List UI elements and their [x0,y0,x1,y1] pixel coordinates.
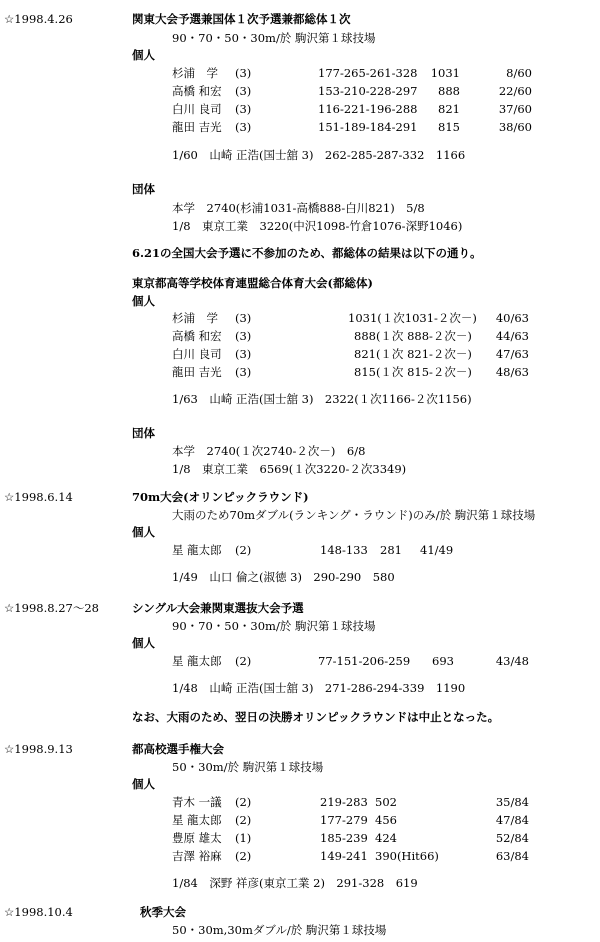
event-venue: 90・70・50・30m/於 駒沢第１球技場 [172,31,376,45]
athlete-grade: (3) [235,311,252,325]
athlete-grade: (3) [235,329,252,343]
athlete-grade: (1) [235,831,252,845]
event-date: ☆1998.9.13 [4,742,73,756]
individual-label: 個人 [132,294,155,308]
athlete-total: 281 [380,543,402,557]
athlete-scores: 219-283 [320,795,368,809]
athlete-name: 高橋 和宏 [172,329,222,343]
athlete-rank: 44/63 [495,329,529,343]
athlete-result: 1031(１次1031-２次－) [348,311,477,325]
athlete-rank: 8/60 [506,66,532,80]
individual-label: 個人 [132,636,155,650]
athlete-rank: 48/63 [495,365,529,379]
team-line: 本学 2740(杉浦1031-高橋888-白川821) 5/8 [172,201,425,215]
athlete-scores: 77-151-206-259 [318,654,411,668]
athlete-name: 白川 良司 [172,102,222,116]
meet-title: 東京都高等学校体育連盟総合体育大会(都総体) [132,276,373,290]
athlete-name: 吉澤 裕麻 [172,849,222,863]
athlete-scores: 177-279 [320,813,368,827]
athlete-name: 杉浦 学 [172,66,218,80]
athlete-grade: (3) [235,365,252,379]
athlete-scores: 151-189-184-291 [318,120,418,134]
athlete-name: 白川 良司 [172,347,222,361]
athlete-name: 星 龍太郎 [172,654,222,668]
athlete-grade: (2) [235,543,252,557]
athlete-total: 456 [375,813,397,827]
athlete-grade: (3) [235,120,252,134]
athlete-rank: 41/49 [420,543,454,557]
athlete-grade: (3) [235,84,252,98]
athlete-rank: 52/84 [495,831,529,845]
individual-label: 個人 [132,525,155,539]
note-text: なお、大雨のため、翌日の決勝オリンピックラウンドは中止となった。 [132,710,500,724]
event-title: 70m大会(オリンピックラウンド) [132,490,309,504]
event-venue: 50・30m,30mダブル/於 駒沢第１球技場 [172,923,387,937]
athlete-name: 杉浦 学 [172,311,218,325]
winner-line: 1/84 深野 祥彦(東京工業 2) 291-328 619 [172,876,418,890]
athlete-grade: (3) [235,347,252,361]
athlete-total: 888 [438,84,460,98]
athlete-grade: (3) [235,66,252,80]
event-title: 秋季大会 [140,905,186,919]
athlete-grade: (2) [235,849,252,863]
athlete-rank: 38/60 [498,120,532,134]
event-date: ☆1998.8.27～28 [4,601,99,615]
athlete-rank: 35/84 [495,795,529,809]
athlete-result: 888(１次 888-２次－) [354,329,472,343]
athlete-name: 龍田 吉光 [172,365,222,379]
event-venue: 50・30m/於 駒沢第１球技場 [172,760,324,774]
athlete-name: 高橋 和宏 [172,84,222,98]
event-venue: 90・70・50・30m/於 駒沢第１球技場 [172,619,376,633]
event-date: ☆1998.4.26 [4,12,73,26]
athlete-rank: 47/84 [495,813,529,827]
athlete-grade: (3) [235,102,252,116]
athlete-result: 821(１次 821-２次－) [354,347,472,361]
event-title: シングル大会兼関東選抜大会予選 [132,601,304,615]
individual-label: 個人 [132,48,155,62]
athlete-grade: (2) [235,795,252,809]
athlete-scores: 149-241 [320,849,368,863]
athlete-total: 693 [432,654,454,668]
event-title: 関東大会予選兼国体１次予選兼都総体１次 [132,12,351,26]
athlete-name: 青木 一議 [172,795,222,809]
athlete-scores: 148-133 [320,543,368,557]
event-title: 都高校選手権大会 [132,742,224,756]
team-line: 1/8 東京工業 3220(中沢1098-竹倉1076-深野1046) [172,219,463,233]
athlete-grade: (2) [235,813,252,827]
winner-line: 1/48 山崎 正浩(国士舘 3) 271-286-294-339 1190 [172,681,466,695]
winner-line: 1/49 山口 倫之(淑徳 3) 290-290 580 [172,570,395,584]
athlete-name: 豊原 雄太 [172,831,222,845]
team-label: 団体 [132,426,155,440]
athlete-name: 星 龍太郎 [172,543,222,557]
note-text: 6.21の全国大会予選に不参加のため、都総体の結果は以下の通り。 [132,246,482,260]
athlete-rank: 47/63 [495,347,529,361]
athlete-scores: 116-221-196-288 [318,102,418,116]
athlete-scores: 177-265-261-328 [318,66,418,80]
athlete-total: 502 [375,795,397,809]
athlete-scores: 153-210-228-297 [318,84,418,98]
athlete-scores: 185-239 [320,831,368,845]
athlete-total: 390(Hit66) [375,849,439,863]
event-date: ☆1998.6.14 [4,490,73,504]
team-line: 本学 2740(１次2740-２次－) 6/8 [172,444,366,458]
individual-label: 個人 [132,777,155,791]
winner-line: 1/60 山崎 正浩(国士舘 3) 262-285-287-332 1166 [172,148,466,162]
athlete-rank: 63/84 [495,849,529,863]
athlete-rank: 43/48 [495,654,529,668]
athlete-total: 424 [375,831,397,845]
athlete-rank: 40/63 [495,311,529,325]
athlete-result: 815(１次 815-２次－) [354,365,472,379]
winner-line: 1/63 山崎 正浩(国士舘 3) 2322(１次1166-２次1156) [172,392,472,406]
team-line: 1/8 東京工業 6569(１次3220-２次3349) [172,462,407,476]
team-label: 団体 [132,182,155,196]
athlete-name: 龍田 吉光 [172,120,222,134]
athlete-name: 星 龍太郎 [172,813,222,827]
athlete-rank: 22/60 [498,84,532,98]
athlete-total: 821 [438,102,460,116]
athlete-grade: (2) [235,654,252,668]
athlete-total: 815 [438,120,460,134]
event-venue: 大雨のため70mダブル(ランキング・ラウンド)のみ/於 駒沢第１球技場 [172,508,536,522]
athlete-total: 1031 [430,66,460,80]
athlete-rank: 37/60 [498,102,532,116]
event-date: ☆1998.10.4 [4,905,73,919]
